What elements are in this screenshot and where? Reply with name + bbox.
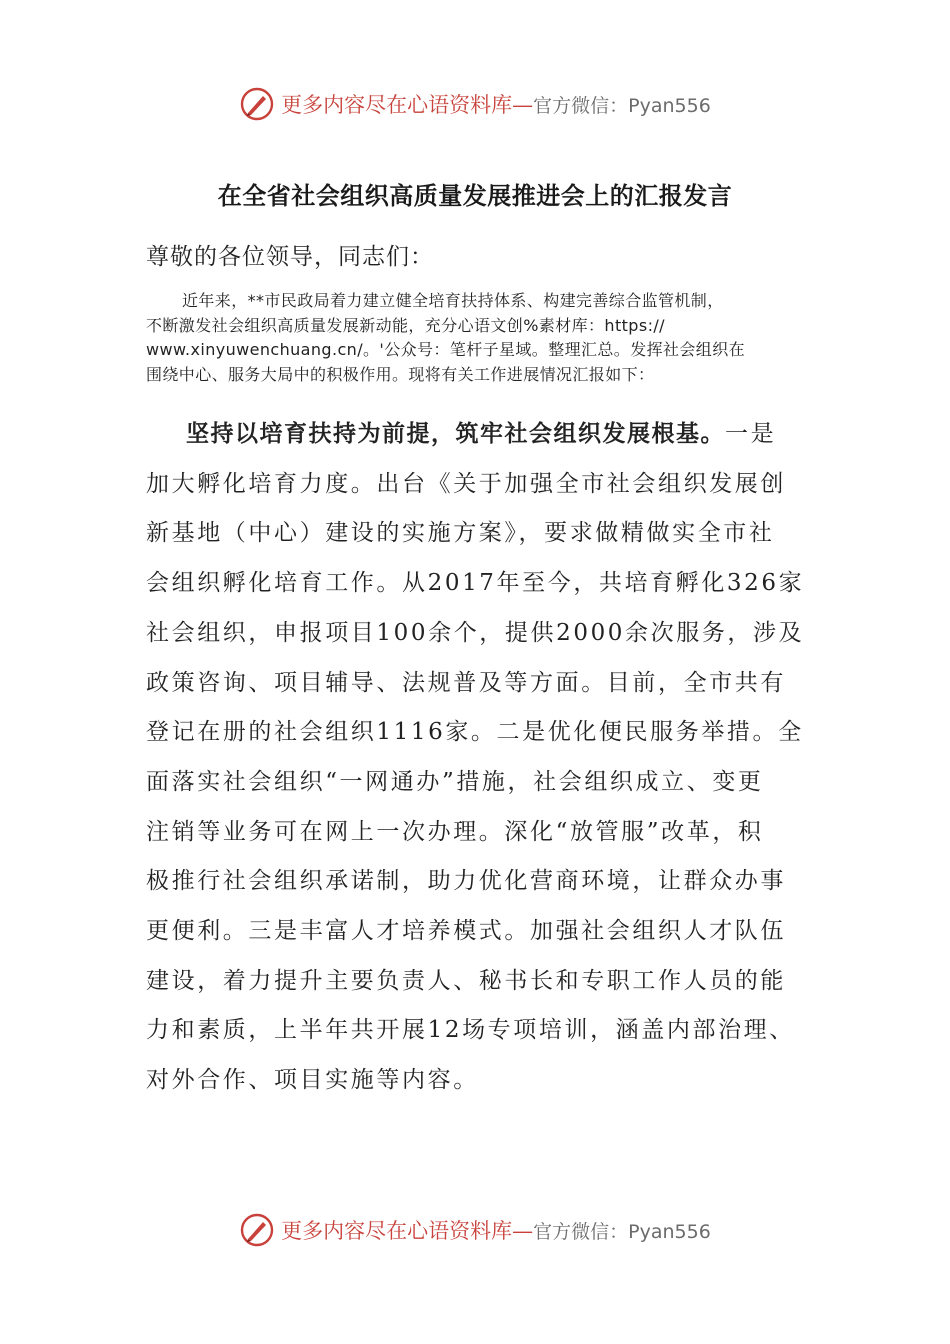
intro-line: 围绕中心、服务大局中的积极作用。现将有关工作进展情况汇报如下： bbox=[146, 364, 655, 384]
body-first-line bbox=[146, 410, 810, 460]
banner-dash: — bbox=[512, 93, 534, 117]
section-first-tail: 一是 bbox=[725, 421, 777, 447]
banner-text bbox=[281, 89, 711, 119]
banner-official: 官方微信：Pyan556 bbox=[533, 95, 711, 117]
body-line: 建设，着力提升主要负责人、秘书长和专职工作人员的能 bbox=[146, 967, 786, 994]
body-line: 注销等业务可在网上一次办理。深化“放管服”改革，积 bbox=[146, 818, 764, 845]
body-line: 登记在册的社会组织1116家。二是优化便民服务举措。全 bbox=[146, 719, 804, 746]
body-line: 极推行社会组织承诺制，助力优化营商环境，让群众办事 bbox=[146, 868, 786, 895]
footer-banner bbox=[0, 1210, 950, 1250]
intro-line: www.xinyuwenchuang.cn/。'公众号：笔杆子星域。整理汇总。发挥社会组织在 bbox=[146, 340, 746, 359]
body-line: 政策咨询、项目辅导、法规普及等方面。目前，全市共有 bbox=[146, 669, 786, 696]
pen-circle-icon bbox=[239, 1212, 275, 1248]
body-line: 社会组织，申报项目100余个，提供2000余次服务，涉及 bbox=[146, 619, 805, 646]
salutation: 尊敬的各位领导，同志们： bbox=[146, 244, 434, 270]
intro-paragraph bbox=[146, 289, 810, 387]
body-line: 面落实社会组织“一网通办”措施，社会组织成立、变更 bbox=[146, 768, 764, 795]
body-line: 对外合作、项目实施等内容。 bbox=[146, 1067, 479, 1094]
banner-text bbox=[281, 1215, 711, 1245]
body-line: 更便利。三是丰富人才培养模式。加强社会组织人才队伍 bbox=[146, 918, 786, 945]
body-line: 加大孵化培育力度。出台《关于加强全市社会组织发展创 bbox=[146, 470, 786, 497]
body-line: 新基地（中心）建设的实施方案》，要求做精做实全市社 bbox=[146, 520, 775, 547]
banner-dash: — bbox=[512, 1219, 534, 1243]
header-banner bbox=[0, 84, 950, 124]
body-paragraph bbox=[146, 410, 810, 1106]
intro-line: 不断激发社会组织高质量发展新动能，充分心语文创%素材库：https:// bbox=[146, 315, 665, 335]
banner-slogan: 更多内容尽在心语资料库 bbox=[281, 1219, 513, 1243]
body-line: 会组织孵化培育工作。从2017年至今，共培育孵化326家 bbox=[146, 570, 805, 597]
document-title: 在全省社会组织高质量发展推进会上的汇报发言 bbox=[217, 182, 733, 210]
pen-circle-icon bbox=[239, 86, 275, 122]
banner-slogan: 更多内容尽在心语资料库 bbox=[281, 93, 513, 117]
banner-official: 官方微信：Pyan556 bbox=[533, 1221, 711, 1243]
body-line: 力和素质，上半年共开展12场专项培训，涵盖内部治理、 bbox=[146, 1017, 795, 1044]
section-heading: 坚持以培育扶持为前提，筑牢社会组织发展根基。 bbox=[186, 421, 725, 447]
intro-line: 近年来，**市民政局着力建立健全培育扶持体系、构建完善综合监管机制， bbox=[182, 291, 724, 310]
